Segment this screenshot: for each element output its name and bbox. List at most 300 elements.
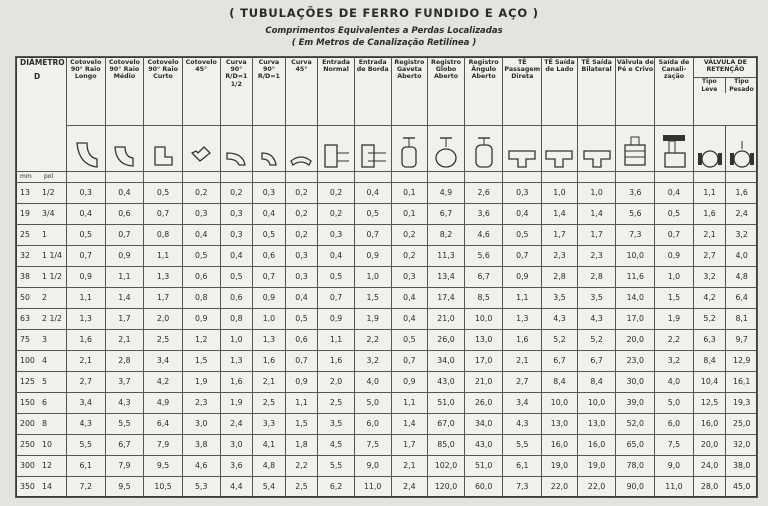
value-cell: 0,5: [655, 204, 694, 225]
value-cell: 24,0: [693, 456, 726, 477]
value-cell: 1,6: [66, 330, 105, 351]
value-cell: 1,5: [285, 414, 318, 435]
value-cell: 0,7: [144, 204, 183, 225]
value-cell: 4,8: [726, 267, 758, 288]
diameter-cell: [16, 267, 67, 288]
col-header: Curva 90° R/D=1: [253, 57, 286, 126]
value-cell: 3,0: [182, 414, 220, 435]
diameter-symbol: D: [34, 72, 41, 82]
value-cell: 4,0: [726, 246, 758, 267]
table-row: [16, 267, 758, 288]
value-cell: 4,3: [542, 309, 578, 330]
diameter-mm: 75: [20, 335, 30, 344]
value-cell: 0,3: [285, 267, 318, 288]
value-cell: 3,6: [464, 204, 503, 225]
value-cell: 2,8: [105, 351, 144, 372]
diameter-pol: 10: [42, 440, 52, 449]
units-blank: [285, 172, 318, 183]
value-cell: 0,5: [318, 267, 355, 288]
value-cell: 1,1: [144, 246, 183, 267]
value-cell: 0,8: [144, 225, 183, 246]
value-cell: 1,1: [391, 393, 428, 414]
col-header: Registro Ângulo Aberto: [464, 57, 503, 126]
value-cell: 4,8: [253, 456, 286, 477]
units-blank: [66, 172, 105, 183]
value-cell: 0,7: [354, 225, 391, 246]
value-cell: 20,0: [616, 330, 655, 351]
value-cell: 6,4: [726, 288, 758, 309]
value-cell: 4,0: [655, 372, 694, 393]
value-cell: 6,7: [542, 351, 578, 372]
value-cell: 0,3: [66, 183, 105, 204]
value-cell: 1,0: [220, 330, 253, 351]
value-cell: 25,0: [726, 414, 758, 435]
diameter-pol: 8: [42, 419, 47, 428]
value-cell: 4,3: [66, 414, 105, 435]
unit-pol-label: pol: [44, 173, 54, 180]
value-cell: 21,0: [428, 309, 465, 330]
table-row: [16, 288, 758, 309]
angle-valve-icon: [464, 126, 503, 172]
value-cell: 0,9: [253, 288, 286, 309]
col-header: Cotovelo 45°: [182, 57, 220, 126]
diameter-cell: [16, 351, 67, 372]
diameter-pol: 12: [42, 461, 52, 470]
diameter-pol: 3: [42, 335, 47, 344]
value-cell: 5,0: [655, 393, 694, 414]
value-cell: 0,6: [285, 330, 318, 351]
value-cell: 0,8: [182, 288, 220, 309]
value-cell: 6,0: [655, 414, 694, 435]
value-cell: 5,5: [503, 435, 542, 456]
value-cell: 0,4: [391, 309, 428, 330]
value-cell: 3,4: [503, 393, 542, 414]
value-cell: 3,6: [616, 183, 655, 204]
units-blank: [726, 172, 758, 183]
value-cell: 2,8: [542, 267, 578, 288]
value-cell: 32,0: [726, 435, 758, 456]
value-cell: 4,0: [354, 372, 391, 393]
check-valve-heavy-icon: [726, 126, 758, 172]
value-cell: 3,4: [144, 351, 183, 372]
value-cell: 1,6: [253, 351, 286, 372]
value-cell: 8,5: [464, 288, 503, 309]
value-cell: 1,0: [253, 309, 286, 330]
col-header: Registro Gaveta Aberto: [391, 57, 428, 126]
value-cell: 1,1: [318, 330, 355, 351]
value-cell: 0,3: [318, 225, 355, 246]
value-cell: 6,1: [503, 456, 542, 477]
value-cell: 0,8: [220, 309, 253, 330]
value-cell: 1,3: [253, 330, 286, 351]
value-cell: 0,4: [318, 246, 355, 267]
value-cell: 0,9: [391, 372, 428, 393]
value-cell: 1,1: [285, 393, 318, 414]
value-cell: 0,4: [105, 183, 144, 204]
units-row: [16, 172, 758, 183]
value-cell: 0,5: [354, 204, 391, 225]
value-cell: 4,9: [144, 393, 183, 414]
diameter-header: [16, 57, 67, 172]
units-blank: [354, 172, 391, 183]
value-cell: 1,5: [354, 288, 391, 309]
units-cell: [16, 172, 67, 183]
value-cell: 1,1: [693, 183, 726, 204]
value-cell: 5,0: [354, 393, 391, 414]
value-cell: 0,5: [220, 267, 253, 288]
value-cell: 1,7: [105, 309, 144, 330]
value-cell: 22,0: [577, 477, 616, 498]
tee-straight-icon: [503, 126, 542, 172]
value-cell: 0,5: [182, 246, 220, 267]
value-cell: 52,0: [616, 414, 655, 435]
elbow-medium-icon: [105, 126, 144, 172]
curve-45-icon: [285, 126, 318, 172]
diameter-mm: 300: [20, 461, 35, 470]
units-blank: [105, 172, 144, 183]
value-cell: 5,5: [66, 435, 105, 456]
value-cell: 1,9: [354, 309, 391, 330]
table-row: [16, 435, 758, 456]
entrance-normal-icon: [318, 126, 355, 172]
foot-valve-icon: [616, 126, 655, 172]
value-cell: 0,5: [144, 183, 183, 204]
diameter-pol: 14: [42, 482, 52, 491]
value-cell: 2,2: [285, 456, 318, 477]
value-cell: 12,9: [726, 351, 758, 372]
value-cell: 5,4: [253, 477, 286, 498]
units-blank: [318, 172, 355, 183]
diameter-mm: 19: [20, 209, 30, 218]
value-cell: 7,9: [144, 435, 183, 456]
value-cell: 1,0: [542, 183, 578, 204]
tee-side-icon: [542, 126, 578, 172]
diameter-pol: 2 1/2: [42, 314, 62, 323]
value-cell: 16,0: [577, 435, 616, 456]
table-row: [16, 351, 758, 372]
value-cell: 1,8: [285, 435, 318, 456]
value-cell: 19,0: [577, 456, 616, 477]
elbow-long-icon: [66, 126, 105, 172]
col-header: Curva 90° R/D=1 1/2: [220, 57, 253, 126]
value-cell: 1,6: [693, 204, 726, 225]
header-row: [16, 57, 758, 126]
value-cell: 1,3: [220, 351, 253, 372]
value-cell: 10,0: [464, 309, 503, 330]
value-cell: 1,4: [577, 204, 616, 225]
value-cell: 0,9: [318, 309, 355, 330]
value-cell: 0,3: [220, 204, 253, 225]
value-cell: 6,7: [577, 351, 616, 372]
tee-bilateral-icon: [577, 126, 616, 172]
diameter-mm: 125: [20, 377, 35, 386]
value-cell: 0,2: [182, 183, 220, 204]
value-cell: 1,0: [655, 267, 694, 288]
value-cell: 2,8: [577, 267, 616, 288]
value-cell: 5,2: [542, 330, 578, 351]
value-cell: 3,8: [182, 435, 220, 456]
table-row: [16, 456, 758, 477]
value-cell: 4,4: [220, 477, 253, 498]
value-cell: 0,5: [285, 309, 318, 330]
value-cell: 0,4: [391, 288, 428, 309]
table-row: [16, 330, 758, 351]
gate-valve-icon: [391, 126, 428, 172]
value-cell: 3,5: [577, 288, 616, 309]
page-subtitle-2: ( Em Metros de Canalização Retilínea ): [291, 38, 477, 48]
value-cell: 0,9: [503, 267, 542, 288]
diameter-cell: [16, 414, 67, 435]
value-cell: 60,0: [464, 477, 503, 498]
value-cell: 5,6: [616, 204, 655, 225]
value-cell: 1,7: [542, 225, 578, 246]
curve-90-15-icon: [220, 126, 253, 172]
value-cell: 26,0: [428, 330, 465, 351]
table-row: [16, 204, 758, 225]
value-cell: 7,5: [354, 435, 391, 456]
diameter-mm: 25: [20, 230, 30, 239]
value-cell: 0,7: [253, 267, 286, 288]
value-cell: 0,3: [285, 246, 318, 267]
diameter-pol: 5: [42, 377, 47, 386]
value-cell: 2,7: [693, 246, 726, 267]
units-blank: [616, 172, 655, 183]
value-cell: 1,4: [542, 204, 578, 225]
value-cell: 0,3: [182, 204, 220, 225]
value-cell: 1,3: [66, 309, 105, 330]
value-cell: 2,5: [285, 477, 318, 498]
diameter-pol: 6: [42, 398, 47, 407]
value-cell: 2,1: [253, 372, 286, 393]
diameter-mm: 38: [20, 272, 30, 281]
value-cell: 1,7: [577, 225, 616, 246]
value-cell: 1,4: [391, 414, 428, 435]
diameter-cell: [16, 435, 67, 456]
value-cell: 0,6: [253, 246, 286, 267]
value-cell: 2,1: [66, 351, 105, 372]
value-cell: 13,4: [428, 267, 465, 288]
value-cell: 4,2: [693, 288, 726, 309]
value-cell: 2,2: [354, 330, 391, 351]
value-cell: 11,0: [655, 477, 694, 498]
units-blank: [503, 172, 542, 183]
value-cell: 1,1: [503, 288, 542, 309]
value-cell: 45,0: [726, 477, 758, 498]
value-cell: 0,4: [253, 204, 286, 225]
value-cell: 4,1: [253, 435, 286, 456]
curve-90-1-icon: [253, 126, 286, 172]
col-header: Cotovelo 90° Raio Curto: [144, 57, 183, 126]
value-cell: 0,4: [220, 246, 253, 267]
col-header: Saída de Canali-zação: [655, 57, 694, 126]
value-cell: 11,3: [428, 246, 465, 267]
value-cell: 4,3: [503, 414, 542, 435]
value-cell: 2,0: [144, 309, 183, 330]
value-cell: 0,7: [66, 246, 105, 267]
value-cell: 0,3: [253, 183, 286, 204]
value-cell: 67,0: [428, 414, 465, 435]
table-row: [16, 309, 758, 330]
value-cell: 38,0: [726, 456, 758, 477]
value-cell: 11,6: [616, 267, 655, 288]
value-cell: 0,3: [503, 183, 542, 204]
value-cell: 3,4: [66, 393, 105, 414]
col-header: Entrada de Borda: [354, 57, 391, 126]
units-blank: [144, 172, 183, 183]
value-cell: 0,2: [391, 246, 428, 267]
value-cell: 2,3: [182, 393, 220, 414]
value-cell: 2,5: [144, 330, 183, 351]
value-cell: 13,0: [577, 414, 616, 435]
value-cell: 0,4: [285, 288, 318, 309]
diameter-mm: 200: [20, 419, 35, 428]
col-header: Válvula de Pé e Crivo: [616, 57, 655, 126]
value-cell: 0,5: [391, 330, 428, 351]
value-cell: 39,0: [616, 393, 655, 414]
value-cell: 11,0: [354, 477, 391, 498]
value-cell: 0,2: [285, 225, 318, 246]
value-cell: 26,0: [464, 393, 503, 414]
units-blank: [693, 172, 726, 183]
value-cell: 6,3: [693, 330, 726, 351]
value-cell: 10,0: [616, 246, 655, 267]
value-cell: 3,0: [220, 435, 253, 456]
value-cell: 1,0: [354, 267, 391, 288]
col-header: TÊ Passagem Direta: [503, 57, 542, 126]
value-cell: 1,9: [655, 309, 694, 330]
value-cell: 0,5: [253, 225, 286, 246]
value-cell: 78,0: [616, 456, 655, 477]
value-cell: 16,0: [693, 414, 726, 435]
units-blank: [577, 172, 616, 183]
value-cell: 19,3: [726, 393, 758, 414]
value-cell: 7,3: [503, 477, 542, 498]
col-header: Registro Globo Aberto: [428, 57, 465, 126]
value-cell: 5,5: [318, 456, 355, 477]
value-cell: 9,0: [655, 456, 694, 477]
value-cell: 13,0: [542, 414, 578, 435]
value-cell: 0,2: [285, 183, 318, 204]
value-cell: 17,4: [428, 288, 465, 309]
diameter-cell: [16, 393, 67, 414]
value-cell: 12,5: [693, 393, 726, 414]
title-block: [0, 0, 768, 49]
value-cell: 10,0: [542, 393, 578, 414]
value-cell: 0,7: [318, 288, 355, 309]
diameter-mm: 50: [20, 293, 30, 302]
value-cell: 3,2: [693, 267, 726, 288]
value-cell: 0,5: [503, 225, 542, 246]
value-cell: 43,0: [464, 435, 503, 456]
value-cell: 2,4: [726, 204, 758, 225]
value-cell: 0,5: [66, 225, 105, 246]
value-cell: 0,2: [391, 225, 428, 246]
value-cell: 5,5: [105, 414, 144, 435]
value-cell: 120,0: [428, 477, 465, 498]
diameter-mm: 150: [20, 398, 35, 407]
diameter-pol: 1 1/2: [42, 272, 62, 281]
value-cell: 4,6: [182, 456, 220, 477]
retencao-header: [693, 57, 757, 126]
value-cell: 7,2: [66, 477, 105, 498]
units-blank: [655, 172, 694, 183]
value-cell: 4,3: [105, 393, 144, 414]
value-cell: 85,0: [428, 435, 465, 456]
table-row: [16, 477, 758, 498]
value-cell: 1,3: [503, 309, 542, 330]
value-cell: 2,6: [464, 183, 503, 204]
diameter-cell: [16, 372, 67, 393]
units-blank: [253, 172, 286, 183]
value-cell: 8,4: [693, 351, 726, 372]
value-cell: 2,0: [318, 372, 355, 393]
value-cell: 2,3: [577, 246, 616, 267]
value-cell: 2,4: [220, 414, 253, 435]
retencao-leve-label: Tipo Leve: [694, 78, 726, 92]
value-cell: 8,4: [542, 372, 578, 393]
value-cell: 0,6: [105, 204, 144, 225]
value-cell: 7,9: [105, 456, 144, 477]
value-cell: 0,4: [503, 204, 542, 225]
diameter-cell: [16, 477, 67, 498]
value-cell: 16,1: [726, 372, 758, 393]
value-cell: 7,5: [655, 435, 694, 456]
value-cell: 19,0: [542, 456, 578, 477]
col-header: TÊ Saída Bilateral: [577, 57, 616, 126]
col-header: Cotovelo 90° Raio Longo: [66, 57, 105, 126]
page-title: ( TUBULAÇÕES DE FERRO FUNDIDO E AÇO ): [229, 6, 539, 20]
diameter-pol: 1 1/4: [42, 251, 62, 260]
diameter-mm: 350: [20, 482, 35, 491]
value-cell: 4,5: [318, 435, 355, 456]
diameter-cell: [16, 225, 67, 246]
value-cell: 0,9: [285, 372, 318, 393]
value-cell: 2,5: [253, 393, 286, 414]
value-cell: 10,4: [693, 372, 726, 393]
value-cell: 2,1: [105, 330, 144, 351]
col-header: Cotovelo 90° Raio Médio: [105, 57, 144, 126]
value-cell: 0,2: [220, 183, 253, 204]
value-cell: 65,0: [616, 435, 655, 456]
value-cell: 1,6: [318, 351, 355, 372]
value-cell: 4,9: [428, 183, 465, 204]
diameter-cell: [16, 246, 67, 267]
units-blank: [428, 172, 465, 183]
value-cell: 9,5: [105, 477, 144, 498]
value-cell: 0,1: [391, 204, 428, 225]
value-cell: 0,9: [354, 246, 391, 267]
table-row: [16, 393, 758, 414]
value-cell: 6,2: [318, 477, 355, 498]
value-cell: 1,3: [144, 267, 183, 288]
col-header: TÊ Saída de Lado: [542, 57, 578, 126]
value-cell: 3,2: [655, 351, 694, 372]
diameter-pol: 1/2: [42, 188, 55, 197]
value-cell: 23,0: [616, 351, 655, 372]
value-cell: 10,5: [144, 477, 183, 498]
diameter-mm: 63: [20, 314, 30, 323]
value-cell: 0,2: [285, 204, 318, 225]
value-cell: 6,0: [354, 414, 391, 435]
value-cell: 1,4: [105, 288, 144, 309]
value-cell: 0,9: [105, 246, 144, 267]
value-cell: 9,0: [354, 456, 391, 477]
value-cell: 1,5: [655, 288, 694, 309]
value-cell: 4,6: [464, 225, 503, 246]
globe-valve-icon: [428, 126, 465, 172]
value-cell: 21,0: [464, 372, 503, 393]
value-cell: 0,9: [66, 267, 105, 288]
